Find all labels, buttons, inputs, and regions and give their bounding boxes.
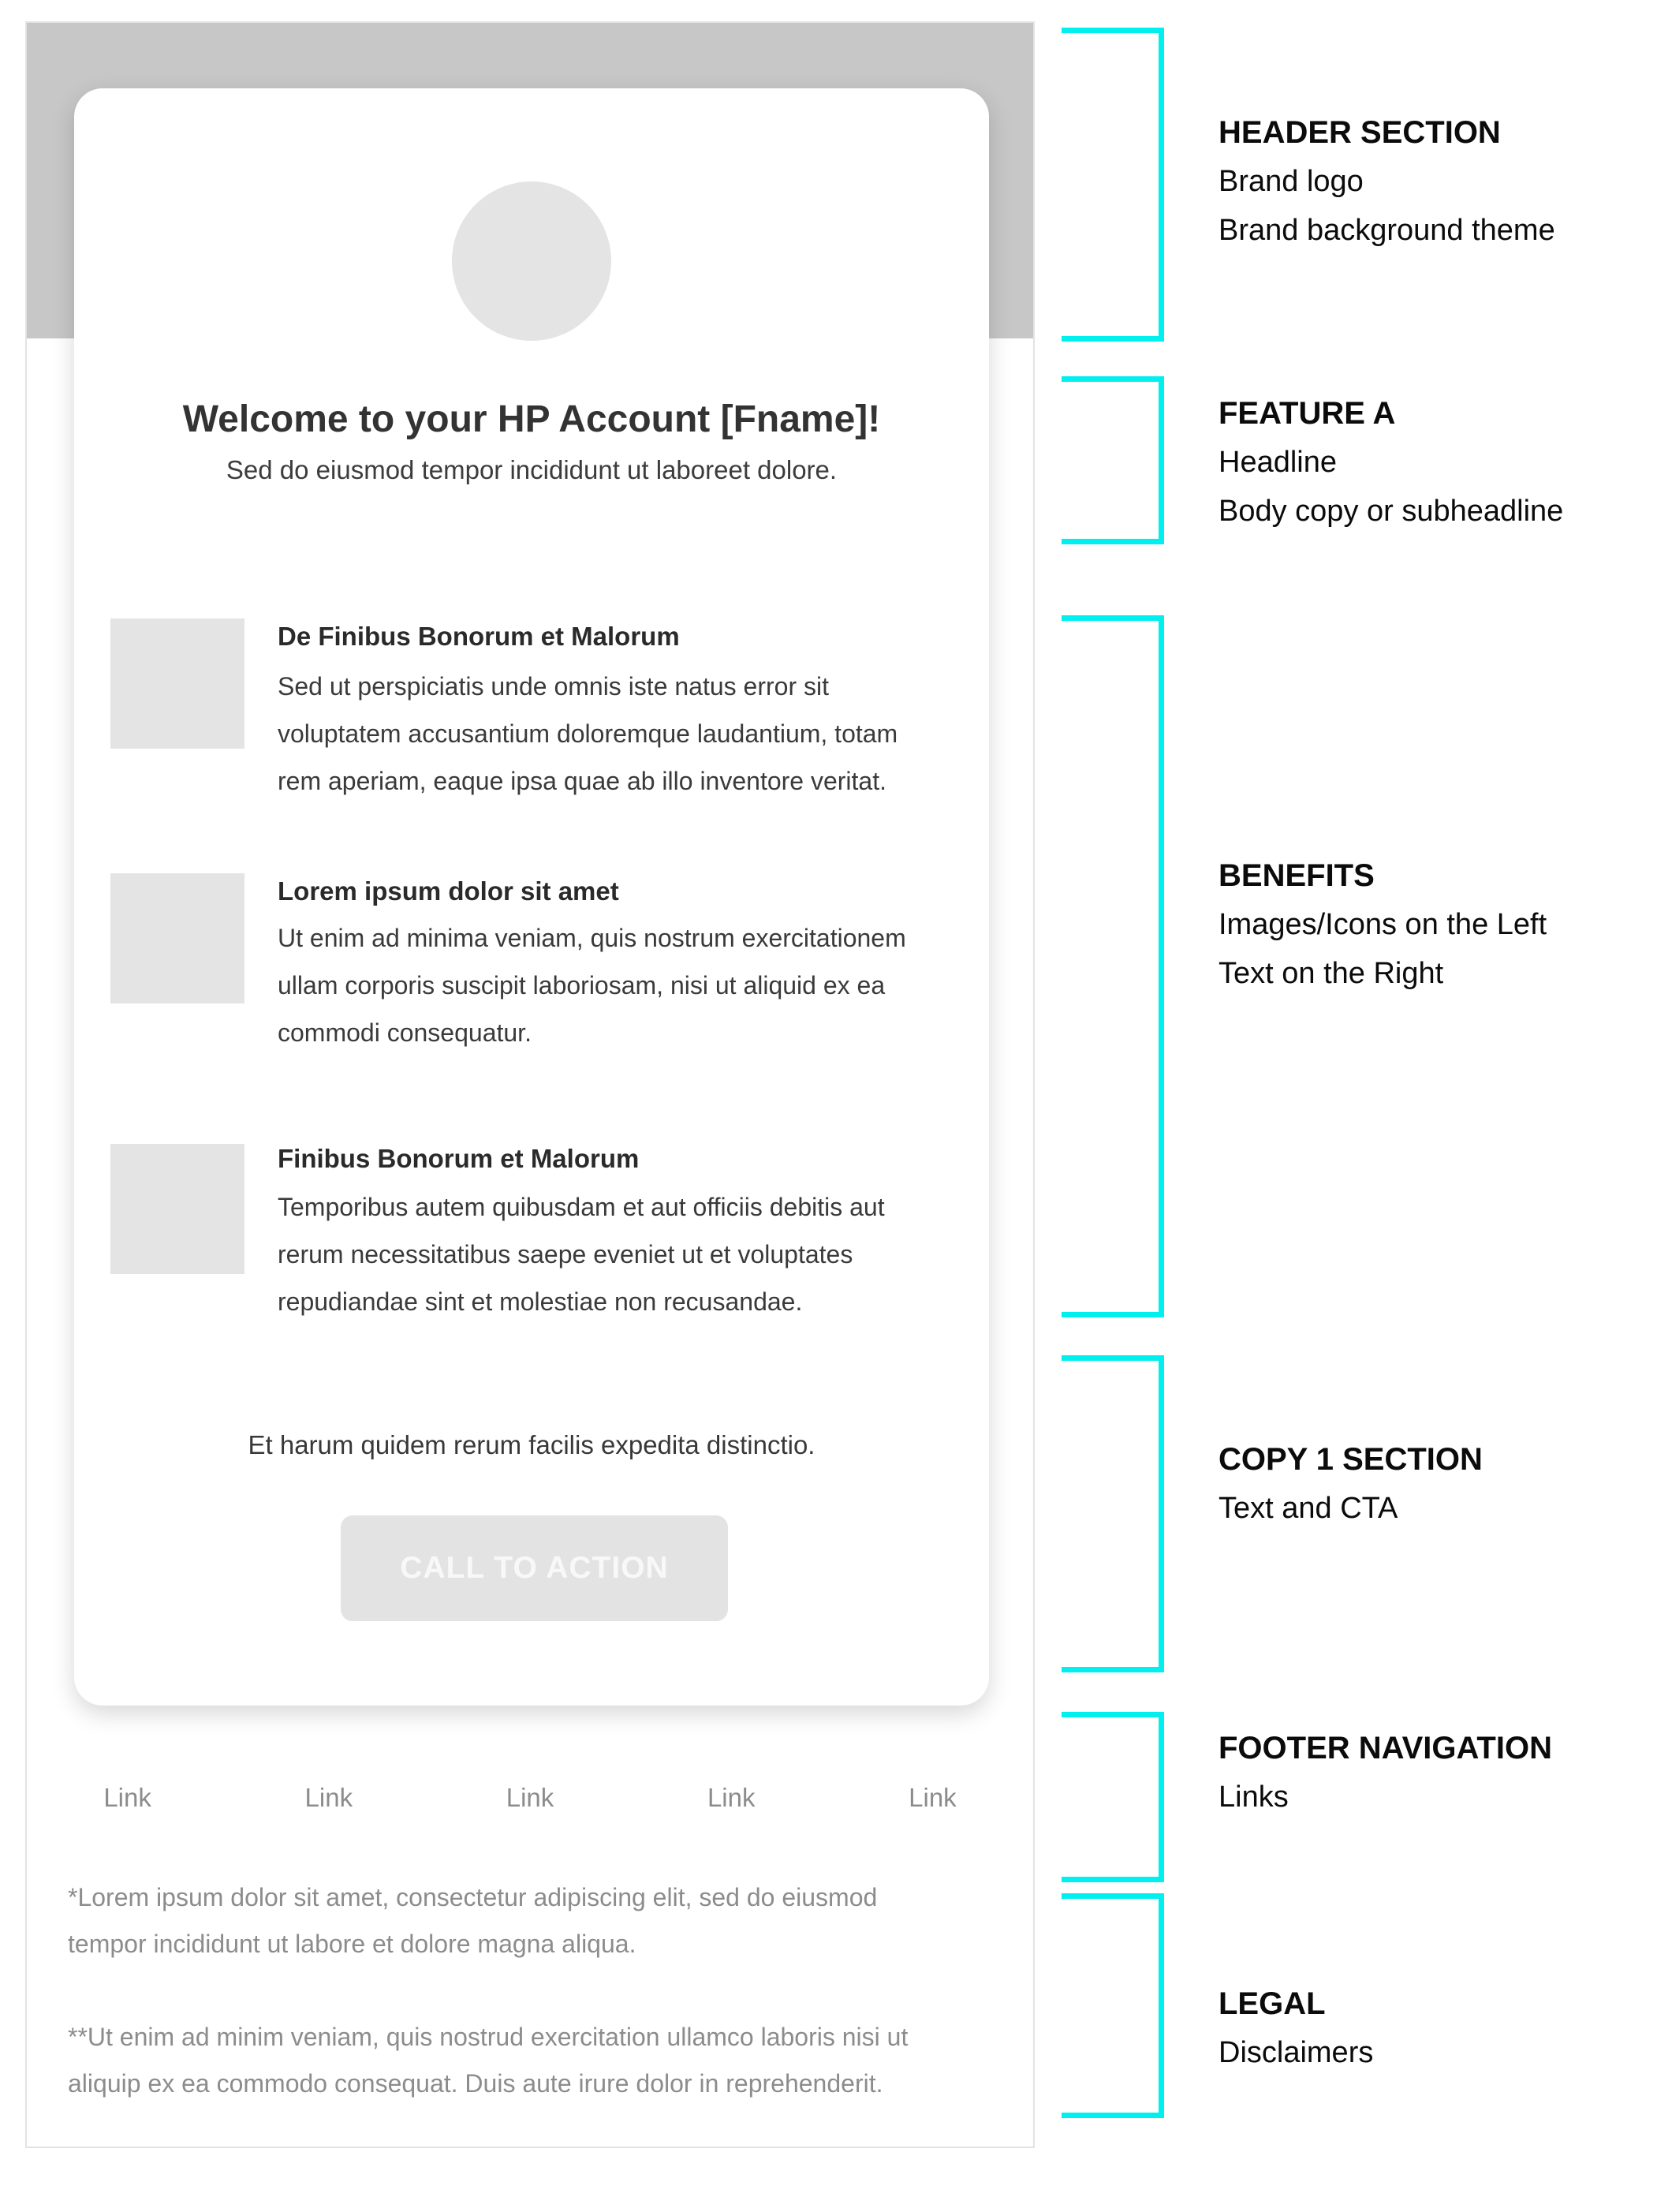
note-line: Text and CTA [1218, 1492, 1398, 1525]
benefit-title: Lorem ipsum dolor sit amet [278, 876, 619, 906]
benefit-image-placeholder [110, 618, 244, 749]
footer-navigation-bracket [1062, 1712, 1164, 1882]
footer-navigation-note [1218, 1724, 1644, 1822]
legal-line: tempor incididunt ut labore et dolore magna aliqua. [68, 1930, 636, 1958]
footer-link[interactable]: Link [103, 1783, 151, 1812]
legal-paragraph [68, 1874, 998, 1967]
note-line: Disclaimers [1218, 2036, 1374, 2069]
benefit-body-line: repudiandae sint et molestiae non recusandae. [278, 1287, 803, 1316]
footer-link[interactable]: Link [304, 1783, 353, 1812]
note-line: Headline [1218, 446, 1337, 479]
call-to-action-button[interactable]: CALL TO ACTION [341, 1515, 728, 1621]
legal-line: *Lorem ipsum dolor sit amet, consectetur adipiscing elit, sed do eiusmod [68, 1883, 878, 1911]
note-line: Links [1218, 1780, 1289, 1814]
footer-link[interactable]: Link [506, 1783, 554, 1812]
benefit-body-line: voluptatem accusantium doloremque laudantium, totam [278, 719, 898, 748]
hero-title: Welcome to your HP Account [Fname]! [182, 398, 881, 440]
brand-logo-placeholder [452, 181, 611, 341]
benefit-body-line: Ut enim ad minima veniam, quis nostrum exercitationem [278, 924, 906, 952]
benefit-body-line: rerum necessitatibus saepe eveniet ut et voluptates [278, 1240, 853, 1269]
footer-navigation [27, 1777, 1033, 1819]
copy-1-section-bracket [1062, 1355, 1164, 1672]
note-line: Text on the Right [1218, 957, 1444, 990]
note-line: Brand background theme [1218, 214, 1555, 247]
note-line: Brand logo [1218, 165, 1364, 198]
header-section-note [1218, 108, 1644, 255]
header-section-bracket [1062, 28, 1164, 342]
note-line: Body copy or subheadline [1218, 495, 1564, 528]
legal-line: aliquip ex ea commodo consequat. Duis aute irure dolor in reprehenderit. [68, 2069, 883, 2098]
benefit-title: De Finibus Bonorum et Malorum [278, 622, 680, 651]
footer-link[interactable]: Link [707, 1783, 756, 1812]
benefit-image-placeholder [110, 873, 244, 1003]
note-heading: COPY 1 SECTION [1218, 1442, 1483, 1477]
benefit-title: Finibus Bonorum et Malorum [278, 1144, 640, 1173]
note-heading: LEGAL [1218, 1986, 1326, 2021]
feature-a-note [1218, 389, 1644, 536]
benefits-note [1218, 851, 1644, 998]
note-heading: BENEFITS [1218, 858, 1375, 893]
note-heading: FOOTER NAVIGATION [1218, 1731, 1552, 1765]
benefit-body [278, 914, 987, 1056]
benefit-body-line: rem aperiam, eaque ipsa quae ab illo inventore veritat. [278, 767, 886, 795]
feature-a-bracket [1062, 376, 1164, 544]
copy-1-section-note [1218, 1435, 1644, 1533]
email-preview [25, 21, 1035, 2148]
legal-note [1218, 1979, 1644, 2077]
benefits-bracket [1062, 615, 1164, 1317]
note-line: Images/Icons on the Left [1218, 908, 1547, 941]
legal-line: **Ut enim ad minim veniam, quis nostrud exercitation ullamco laboris nisi ut [68, 2023, 909, 2051]
benefit-body-line: Sed ut perspiciatis unde omnis iste natus error sit [278, 672, 829, 701]
copy-section-text: Et harum quidem rerum facilis expedita distinctio. [248, 1430, 815, 1459]
benefit-body-line: Temporibus autem quibusdam et aut officiis debitis aut [278, 1193, 885, 1221]
benefit-image-placeholder [110, 1144, 244, 1274]
legal-bracket [1062, 1893, 1164, 2118]
benefit-body-line: commodi consequatur. [278, 1018, 532, 1047]
hero-subtitle: Sed do eiusmod tempor incididunt ut laboreet dolore. [226, 455, 838, 484]
email-card [74, 88, 989, 1706]
note-heading: HEADER SECTION [1218, 115, 1501, 150]
legal-paragraph [68, 2014, 998, 2107]
benefit-body [278, 1183, 987, 1325]
benefit-body [278, 663, 987, 805]
note-heading: FEATURE A [1218, 396, 1396, 431]
benefit-body-line: ullam corporis suscipit laboriosam, nisi ut aliquid ex ea [278, 971, 886, 1000]
footer-link[interactable]: Link [909, 1783, 957, 1812]
